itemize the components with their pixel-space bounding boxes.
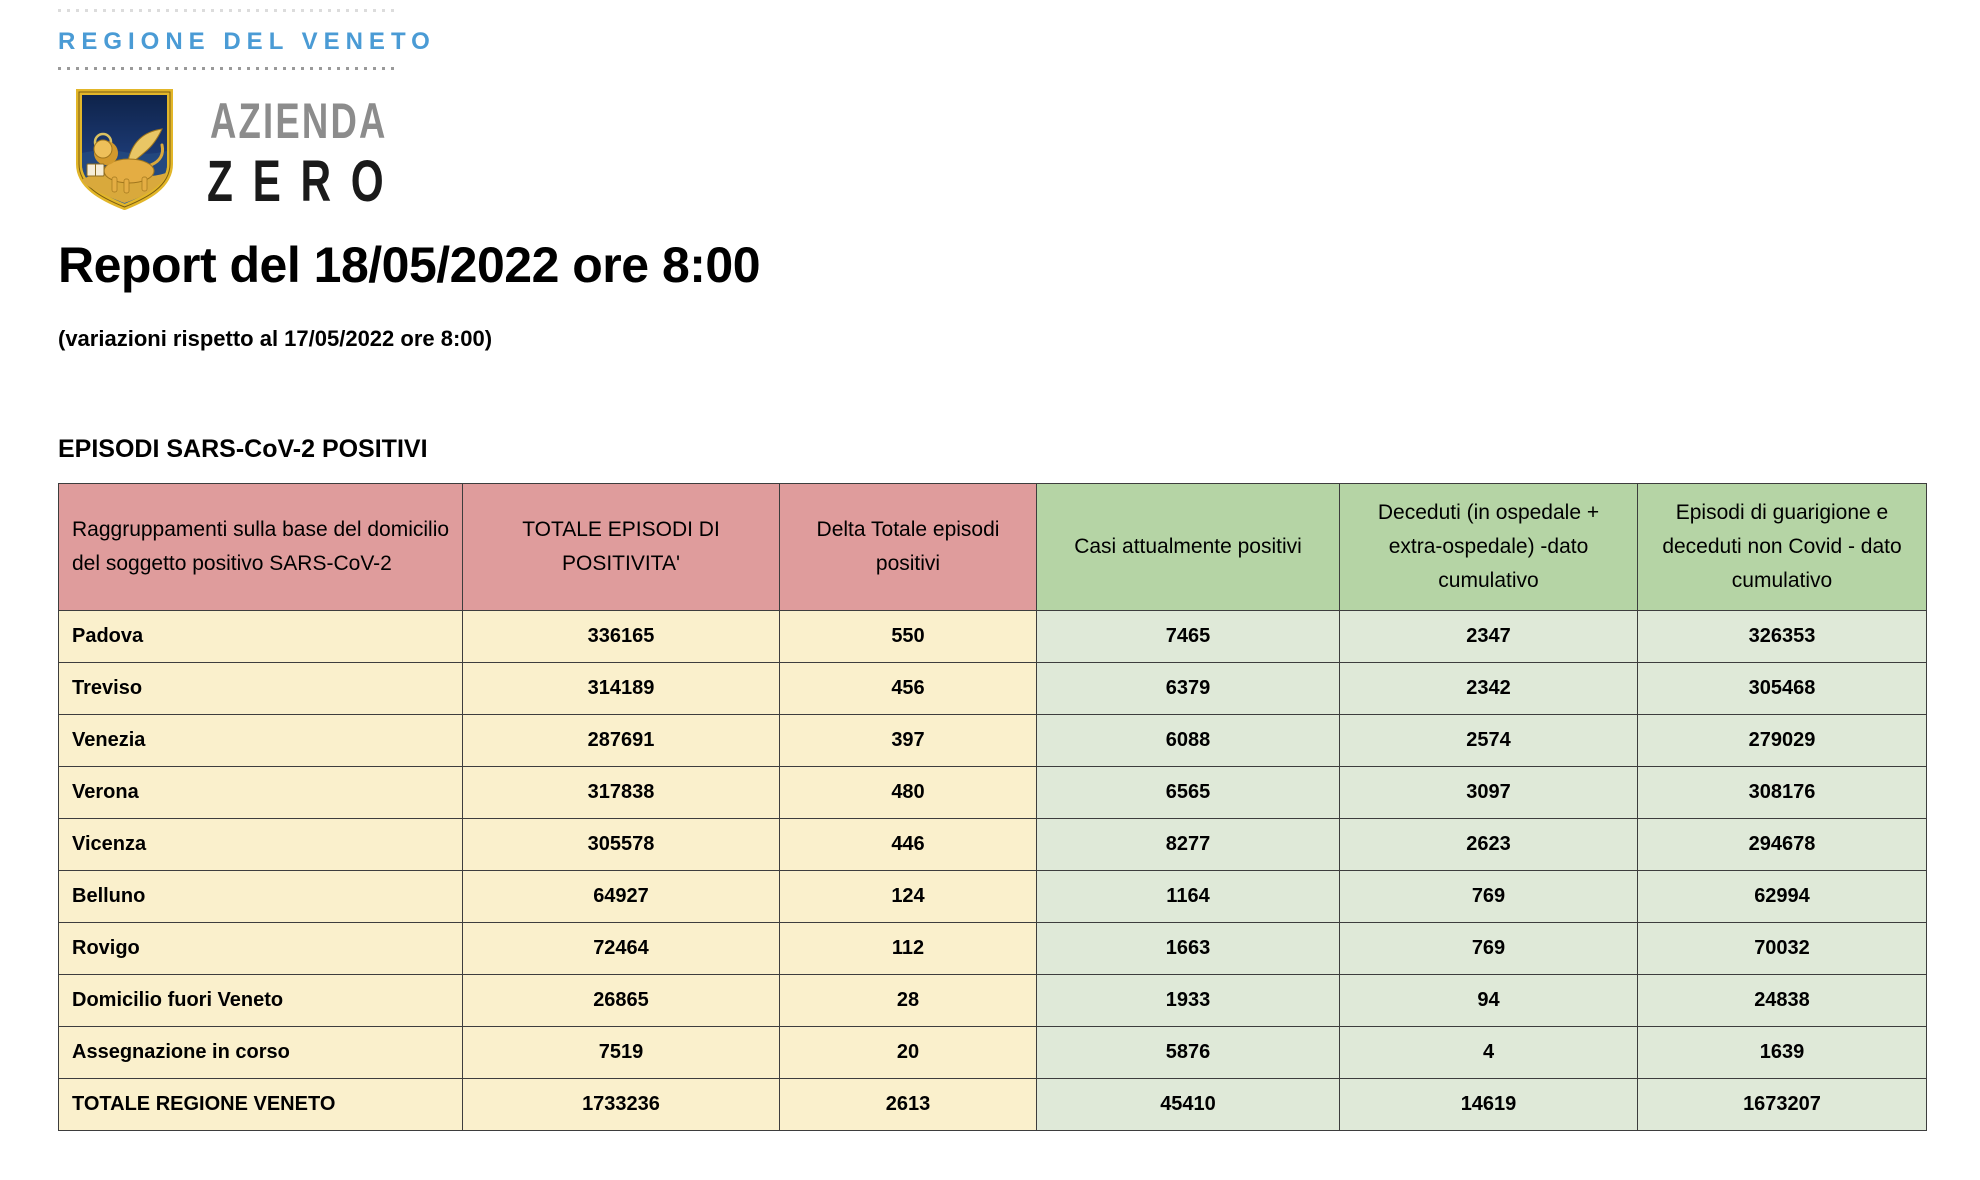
value-cell: 317838 (463, 767, 780, 819)
episodi-table (58, 483, 1927, 1131)
value-cell: 480 (780, 767, 1037, 819)
column-header-raggruppamenti: Raggruppamenti sulla base del domicilio del soggetto positivo SARS-CoV-2 (59, 484, 463, 611)
row-label-cell: Assegnazione in corso (59, 1027, 463, 1079)
value-cell: 62994 (1638, 871, 1927, 923)
value-cell: 26865 (463, 975, 780, 1027)
value-cell: 769 (1340, 923, 1638, 975)
value-cell: 1639 (1638, 1027, 1927, 1079)
value-cell: 14619 (1340, 1079, 1638, 1131)
value-cell: 2574 (1340, 715, 1638, 767)
value-cell: 70032 (1638, 923, 1927, 975)
value-cell: 2342 (1340, 663, 1638, 715)
column-header-guarigione: Episodi di guarigione e deceduti non Covid - dato cumulativo (1638, 484, 1927, 611)
episodi-table-body (59, 611, 1927, 1131)
value-cell: 336165 (463, 611, 780, 663)
value-cell: 446 (780, 819, 1037, 871)
column-header-deceduti: Deceduti (in ospedale + extra-ospedale) -dato cumulativo (1340, 484, 1638, 611)
brand-zero-label: ZERO (207, 149, 404, 214)
value-cell: 5876 (1037, 1027, 1340, 1079)
row-label-cell: TOTALE REGIONE VENETO (59, 1079, 463, 1131)
column-header-casi-attuali: Casi attualmente positivi (1037, 484, 1340, 611)
table-row (59, 975, 1927, 1027)
table-row (59, 923, 1927, 975)
value-cell: 3097 (1340, 767, 1638, 819)
dotted-line-top (58, 8, 396, 12)
row-label-cell: Treviso (59, 663, 463, 715)
table-header-row (59, 484, 1927, 611)
value-cell: 456 (780, 663, 1037, 715)
table-row (59, 1027, 1927, 1079)
column-header-delta: Delta Totale episodi positivi (780, 484, 1037, 611)
row-label-cell: Rovigo (59, 923, 463, 975)
value-cell: 7465 (1037, 611, 1340, 663)
table-row (59, 663, 1927, 715)
value-cell: 305468 (1638, 663, 1927, 715)
value-cell: 28 (780, 975, 1037, 1027)
value-cell: 6379 (1037, 663, 1340, 715)
table-row-total (59, 1079, 1927, 1131)
row-label-cell: Verona (59, 767, 463, 819)
value-cell: 287691 (463, 715, 780, 767)
value-cell: 397 (780, 715, 1037, 767)
dotted-line (58, 66, 396, 70)
brand-azienda-label: AZIENDA (210, 93, 388, 149)
value-cell: 64927 (463, 871, 780, 923)
value-cell: 326353 (1638, 611, 1927, 663)
value-cell: 6088 (1037, 715, 1340, 767)
value-cell: 1164 (1037, 871, 1340, 923)
table-row (59, 819, 1927, 871)
value-cell: 550 (780, 611, 1037, 663)
value-cell: 124 (780, 871, 1037, 923)
value-cell: 305578 (463, 819, 780, 871)
value-cell: 2347 (1340, 611, 1638, 663)
value-cell: 72464 (463, 923, 780, 975)
row-label-cell: Vicenza (59, 819, 463, 871)
value-cell: 1673207 (1638, 1079, 1927, 1131)
regione-veneto-label: REGIONE DEL VENETO (58, 28, 436, 55)
value-cell: 20 (780, 1027, 1037, 1079)
row-label-cell: Venezia (59, 715, 463, 767)
row-label-cell: Domicilio fuori Veneto (59, 975, 463, 1027)
value-cell: 2613 (780, 1079, 1037, 1131)
value-cell: 314189 (463, 663, 780, 715)
value-cell: 94 (1340, 975, 1638, 1027)
table-row (59, 715, 1927, 767)
table-row (59, 767, 1927, 819)
section-title: EPISODI SARS-CoV-2 POSITIVI (58, 435, 428, 463)
value-cell: 294678 (1638, 819, 1927, 871)
table-row (59, 871, 1927, 923)
value-cell: 7519 (463, 1027, 780, 1079)
value-cell: 4 (1340, 1027, 1638, 1079)
value-cell: 769 (1340, 871, 1638, 923)
value-cell: 279029 (1638, 715, 1927, 767)
value-cell: 1733236 (463, 1079, 780, 1131)
page-title: Report del 18/05/2022 ore 8:00 (58, 237, 761, 293)
value-cell: 6565 (1037, 767, 1340, 819)
row-label-cell: Belluno (59, 871, 463, 923)
st-mark-lion-crest-icon (72, 87, 177, 210)
value-cell: 112 (780, 923, 1037, 975)
column-header-totale-episodi: TOTALE EPISODI DI POSITIVITA' (463, 484, 780, 611)
row-label-cell: Padova (59, 611, 463, 663)
value-cell: 308176 (1638, 767, 1927, 819)
value-cell: 2623 (1340, 819, 1638, 871)
value-cell: 1933 (1037, 975, 1340, 1027)
value-cell: 24838 (1638, 975, 1927, 1027)
report-subtitle: (variazioni rispetto al 17/05/2022 ore 8:00) (58, 326, 493, 351)
value-cell: 45410 (1037, 1079, 1340, 1131)
value-cell: 1663 (1037, 923, 1340, 975)
table-row (59, 611, 1927, 663)
value-cell: 8277 (1037, 819, 1340, 871)
